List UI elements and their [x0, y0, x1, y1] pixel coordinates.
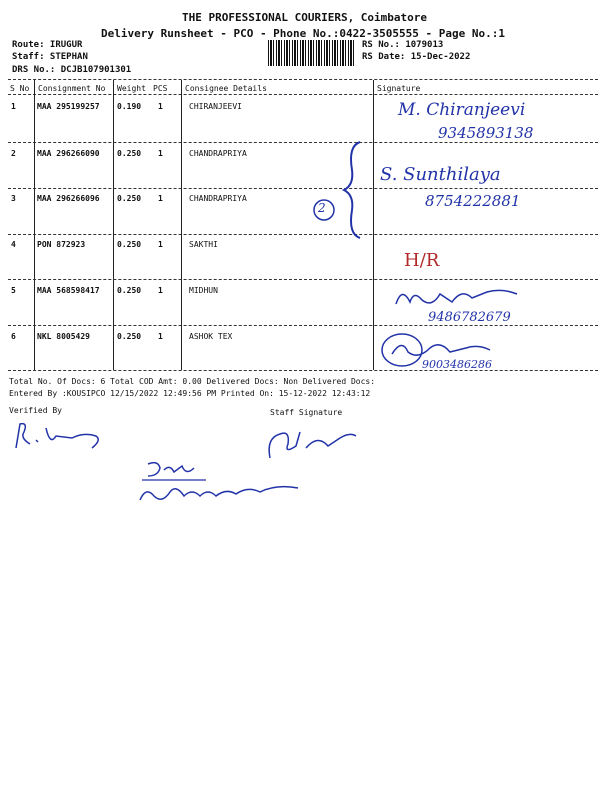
handwritten-signature: S. Sunthilaya	[380, 164, 501, 185]
divider	[8, 94, 598, 95]
row-pcs: 1	[158, 102, 163, 111]
row-weight: 0.250	[117, 194, 142, 203]
row-sno: 5	[11, 286, 16, 295]
barcode	[268, 40, 356, 66]
drs-number: DRS No.: DCJB107901301	[12, 65, 132, 75]
circled-number: 2	[318, 201, 326, 215]
handwritten-phone: 9486782679	[428, 310, 511, 325]
verified-by-label: Verified By	[9, 406, 62, 415]
row-divider	[8, 142, 598, 143]
staff-signature-label: Staff Signature	[270, 408, 343, 417]
row-consignment: MAA 296266096	[37, 194, 100, 203]
route-label: Route: IRUGUR	[12, 40, 83, 50]
row-pcs: 1	[158, 149, 163, 158]
row-consignee: ASHOK TEX	[189, 332, 233, 341]
col-pcs: PCS	[153, 84, 168, 93]
row-weight: 0.190	[117, 102, 142, 111]
divider	[8, 79, 598, 80]
row-pcs: 1	[158, 286, 163, 295]
row-consignment: MAA 295199257	[37, 102, 100, 111]
col-signature: Signature	[377, 84, 421, 93]
row-consignee: SAKTHI	[189, 240, 218, 249]
column-line	[373, 80, 374, 370]
row-pcs: 1	[158, 240, 163, 249]
column-line	[113, 80, 114, 370]
totals-line: Total No. Of Docs: 6 Total COD Amt: 0.00 Delivered Docs: Non Delivered Docs:	[9, 377, 376, 386]
row-consignee: CHIRANJEEVI	[189, 102, 242, 111]
document-title: THE PROFESSIONAL COURIERS, Coimbatore	[182, 11, 428, 24]
row-weight: 0.250	[117, 286, 142, 295]
brace-icon	[338, 140, 368, 240]
handwritten-note: H/R	[404, 250, 440, 271]
col-consignee: Consignee Details	[185, 84, 267, 93]
handwritten-phone: 9345893138	[438, 124, 534, 142]
document-subtitle: Delivery Runsheet - PCO - Phone No.:0422-3505555 - Page No.:1	[101, 27, 505, 40]
row-divider	[8, 325, 598, 326]
row-divider	[8, 370, 598, 371]
row-pcs: 1	[158, 194, 163, 203]
handwritten-annotation	[136, 458, 306, 508]
verifier-signature	[12, 418, 112, 454]
row-consignment: MAA 568598417	[37, 286, 100, 295]
entered-by-line: Entered By :KOUSIPCO 12/15/2022 12:49:56 PM Printed On: 15-12-2022 12:43:12	[9, 389, 371, 398]
row-weight: 0.250	[117, 149, 142, 158]
rs-date: RS Date: 15-Dec-2022	[362, 52, 471, 62]
handwritten-signature: M. Chiranjeevi	[398, 100, 526, 120]
row-sno: 1	[11, 102, 16, 111]
row-consignment: MAA 296266090	[37, 149, 100, 158]
row-sno: 3	[11, 194, 16, 203]
col-sno: S No	[10, 84, 30, 93]
signature-scribble	[392, 282, 522, 312]
col-weight: Weight	[117, 84, 146, 93]
row-consignment: NKL 8005429	[37, 332, 90, 341]
row-weight: 0.250	[117, 240, 142, 249]
row-sno: 6	[11, 332, 16, 341]
col-consignment: Consignment No	[38, 84, 106, 93]
row-consignee: MIDHUN	[189, 286, 218, 295]
column-line	[181, 80, 182, 370]
row-consignee: CHANDRAPRIYA	[189, 149, 247, 158]
row-pcs: 1	[158, 332, 163, 341]
staff-label: Staff: STEPHAN	[12, 52, 88, 62]
row-sno: 4	[11, 240, 16, 249]
handwritten-phone: 9003486286	[422, 358, 492, 371]
row-consignee: CHANDRAPRIYA	[189, 194, 247, 203]
row-sno: 2	[11, 149, 16, 158]
handwritten-phone: 8754222881	[425, 192, 521, 210]
row-divider	[8, 279, 598, 280]
row-consignment: PON 872923	[37, 240, 86, 249]
row-weight: 0.250	[117, 332, 142, 341]
row-divider	[8, 188, 598, 189]
column-line	[34, 80, 35, 370]
rs-number: RS No.: 1079013	[362, 40, 444, 50]
row-divider	[8, 234, 598, 235]
